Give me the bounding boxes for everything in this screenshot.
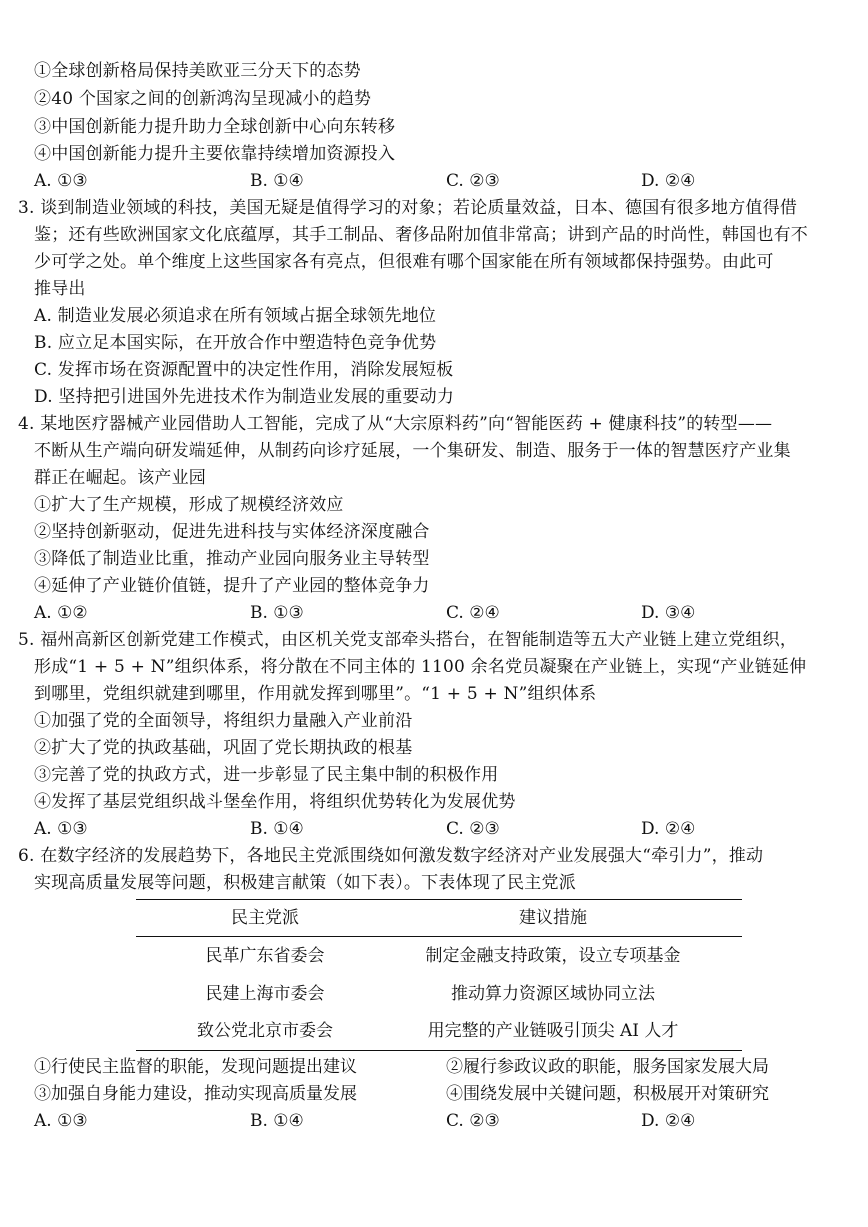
q4-statement-4: ④延伸了产业链价值链，提升了产业园的整体竞争力 [34, 576, 430, 596]
q4-stem-line-1: 4. 某地医疗器械产业园借助人工智能，完成了从“大宗原料药”向“智能医药 + 健康科技”的转型—— [18, 414, 773, 434]
q4-statement-1: ①扩大了生产规模，形成了规模经济效应 [34, 495, 344, 515]
q2-statement-3: ③中国创新能力提升助力全球创新中心向东转移 [34, 117, 396, 137]
q3-stem-line-3: 少可学之处。单个维度上这些国家各有亮点，但很难有哪个国家能在所有领域都保持强势。由此可 [34, 252, 774, 272]
q5-statement-1: ①加强了党的全面领导，将组织力量融入产业前沿 [34, 711, 413, 731]
q3-stem-line-4: 推导出 [34, 279, 86, 299]
q5-option-d: D. ②④ [641, 819, 696, 839]
q2-statement-1: ①全球创新格局保持美欧亚三分天下的态势 [34, 61, 361, 81]
q4-statement-2: ②坚持创新驱动，促进先进科技与实体经济深度融合 [34, 522, 430, 542]
q4-option-b: B. ①③ [250, 603, 304, 623]
q3-choice-b: B. 应立足本国实际，在开放合作中塑造特色竞争优势 [34, 333, 437, 353]
table-row-1-party: 民革广东省委会 [205, 946, 325, 966]
q6-statement-2: ②履行参政议政的职能，服务国家发展大局 [446, 1057, 769, 1077]
q5-statement-4: ④发挥了基层党组织战斗堡垒作用，将组织优势转化为发展优势 [34, 792, 516, 812]
q5-option-c: C. ②③ [446, 819, 500, 839]
q6-option-b: B. ①④ [250, 1111, 304, 1131]
table-top-rule [136, 899, 742, 900]
q5-statement-3: ③完善了党的执政方式，进一步彰显了民主集中制的积极作用 [34, 765, 499, 785]
q2-option-a: A. ①③ [34, 171, 88, 191]
table-header-measures: 建议措施 [519, 908, 587, 928]
q6-option-d: D. ②④ [641, 1111, 696, 1131]
q2-statement-2: ②40 个国家之间的创新鸿沟呈现减小的趋势 [34, 89, 372, 109]
q3-stem-line-2: 鉴；还有些欧洲国家文化底蕴厚，其手工制品、奢侈品附加值非常高；讲到产品的时尚性，韩国也有不 [34, 225, 808, 245]
table-row-3-measure: 用完整的产业链吸引顶尖 AI 人才 [427, 1021, 679, 1041]
q5-stem-line-3: 到哪里，党组织就建到哪里，作用就发挥到哪里”。“1 + 5 + N”组织体系 [34, 684, 597, 704]
table-row-2-party: 民建上海市委会 [205, 984, 325, 1004]
q4-option-a: A. ①② [34, 603, 88, 623]
table-header-rule [136, 936, 742, 937]
q6-option-a: A. ①③ [34, 1111, 88, 1131]
q5-stem-line-1: 5. 福州高新区创新党建工作模式，由区机关党支部牵头搭台，在智能制造等五大产业链上建立党组织， [18, 630, 798, 650]
q2-statement-4: ④中国创新能力提升主要依靠持续增加资源投入 [34, 144, 396, 164]
q6-statement-3: ③加强自身能力建设，推动实现高质量发展 [34, 1084, 357, 1104]
q3-stem-line-1: 3. 谈到制造业领域的科技，美国无疑是值得学习的对象；若论质量效益，日本、德国有很多地方值得借 [18, 198, 798, 218]
table-bottom-rule [136, 1050, 742, 1051]
q5-stem-line-2: 形成“1 + 5 + N”组织体系，将分散在不同主体的 1100 余名党员凝聚在产业链上，实现“产业链延伸 [34, 657, 807, 677]
q5-option-a: A. ①③ [34, 819, 88, 839]
q3-choice-d: D. 坚持把引进国外先进技术作为制造业发展的重要动力 [34, 387, 455, 407]
q4-statement-3: ③降低了制造业比重，推动产业园向服务业主导转型 [34, 549, 430, 569]
table-row-2-measure: 推动算力资源区域协同立法 [451, 984, 655, 1004]
q6-option-c: C. ②③ [446, 1111, 500, 1131]
q6-statement-4: ④围绕发展中关键问题，积极展开对策研究 [446, 1084, 769, 1104]
q5-statement-2: ②扩大了党的执政基础，巩固了党长期执政的根基 [34, 738, 413, 758]
q4-stem-line-2: 不断从生产端向研发端延伸，从制药向诊疗延展，一个集研发、制造、服务于一体的智慧医疗产业集 [34, 441, 791, 461]
q3-choice-c: C. 发挥市场在资源配置中的决定性作用，消除发展短板 [34, 360, 454, 380]
table-row-1-measure: 制定金融支持政策，设立专项基金 [425, 946, 681, 966]
table-row-3-party: 致公党北京市委会 [197, 1021, 333, 1041]
q6-stem-line-2: 实现高质量发展等问题，积极建言献策（如下表）。下表体现了民主党派 [34, 873, 576, 893]
q4-stem-line-3: 群正在崛起。该产业园 [34, 468, 206, 488]
table-header-party: 民主党派 [231, 908, 299, 928]
q6-stem-line-1: 6. 在数字经济的发展趋势下，各地民主党派围绕如何激发数字经济对产业发展强大“牵引力”，推动 [18, 846, 764, 866]
q4-option-d: D. ③④ [641, 603, 696, 623]
q3-choice-a: A. 制造业发展必须追求在所有领域占据全球领先地位 [34, 306, 437, 326]
q2-option-d: D. ②④ [641, 171, 696, 191]
q2-option-c: C. ②③ [446, 171, 500, 191]
q6-statement-1: ①行使民主监督的职能，发现问题提出建议 [34, 1057, 357, 1077]
q5-option-b: B. ①④ [250, 819, 304, 839]
q4-option-c: C. ②④ [446, 603, 500, 623]
q2-option-b: B. ①④ [250, 171, 304, 191]
